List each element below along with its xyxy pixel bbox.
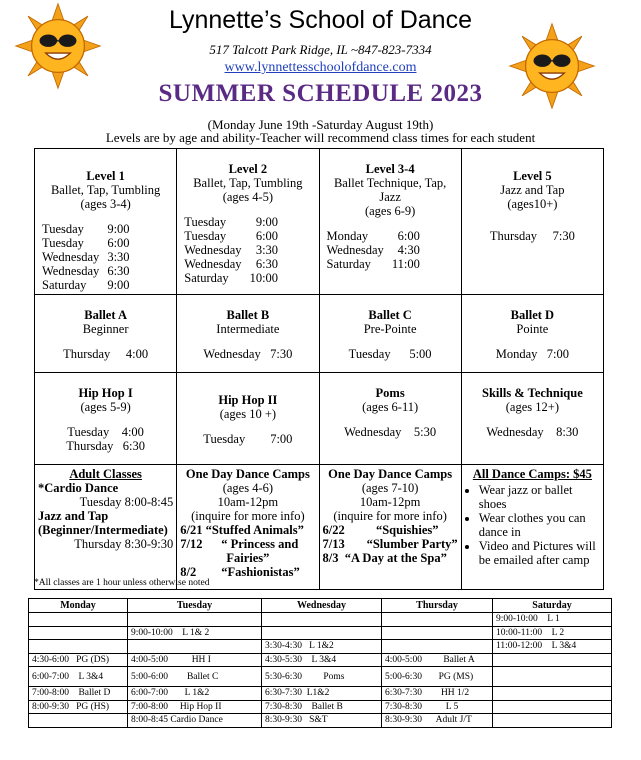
class-cell-ballet-a bbox=[35, 295, 177, 373]
table-cell: 9:00-10:00 L 1& 2 bbox=[128, 626, 262, 640]
time-list bbox=[180, 215, 315, 285]
class-desc: Pre-Pointe bbox=[363, 322, 417, 336]
table-cell bbox=[262, 613, 382, 627]
table-cell: 7:30-8:30 Ballet B bbox=[262, 700, 382, 714]
table-cell: 6:00-7:00 L 1&2 bbox=[128, 687, 262, 701]
class-cell-skills-technique bbox=[461, 373, 603, 465]
time: 6:00 bbox=[397, 229, 420, 243]
class-ages: (ages 10 +) bbox=[219, 407, 277, 421]
class-cell-hip-hop-1 bbox=[35, 373, 177, 465]
camp-date: 6/22 “Squishies” bbox=[322, 523, 439, 537]
table-cell bbox=[29, 714, 128, 728]
day: Tuesday bbox=[184, 229, 227, 243]
class-cell-all-camps bbox=[461, 465, 603, 590]
camp-date: 6/21 “Stuffed Animals” bbox=[180, 523, 304, 537]
class-ages: (ages 6-11) bbox=[362, 400, 419, 414]
class-time: Wednesday 5:30 bbox=[344, 425, 437, 439]
time: 4:30 bbox=[397, 243, 420, 257]
class-cell-level-2 bbox=[177, 149, 319, 295]
day: Tuesday bbox=[42, 236, 84, 250]
class-ages: (ages 7-10) bbox=[361, 481, 419, 495]
table-cell: 6:00-7:00 L 3&4 bbox=[29, 667, 128, 687]
day: Wednesday bbox=[184, 257, 242, 271]
table-cell: 8:00-9:30 PG (HS) bbox=[29, 700, 128, 714]
table-row bbox=[29, 653, 612, 667]
table-cell: 11:00-12:00 L 3&4 bbox=[493, 640, 612, 654]
class-title: Hip Hop I bbox=[78, 386, 133, 400]
season-title: SUMMER SCHEDULE 2023 bbox=[158, 80, 483, 107]
table-cell: 8:00-8:45 Cardio Dance bbox=[128, 714, 262, 728]
class-time: 10am-12pm bbox=[217, 495, 279, 509]
table-row bbox=[29, 687, 612, 701]
class-time: Thursday 4:00 bbox=[63, 347, 149, 361]
day: Wednesday bbox=[42, 264, 100, 278]
class-title: Level 2 bbox=[228, 162, 268, 176]
class-time: Tuesday 5:00 bbox=[348, 347, 432, 361]
class-title: One Day Dance Camps bbox=[328, 467, 453, 481]
table-cell bbox=[493, 653, 612, 667]
class-cell-camp-ages-7-10 bbox=[319, 465, 461, 590]
table-cell bbox=[262, 626, 382, 640]
class-ages: (ages 12+) bbox=[505, 400, 559, 414]
table-cell: 5:00-6:30 PG (MS) bbox=[382, 667, 493, 687]
class-ages: (ages 6-9) bbox=[364, 204, 416, 218]
season-dates: (Monday June 19th -Saturday August 19th) bbox=[207, 117, 434, 132]
table-cell bbox=[128, 613, 262, 627]
class-cell-hip-hop-2 bbox=[177, 373, 319, 465]
table-cell bbox=[382, 626, 493, 640]
levels-note: Levels are by age and ability-Teacher will recommend class times for each student bbox=[105, 130, 536, 145]
table-row bbox=[29, 714, 612, 728]
class-time: Monday 7:00 bbox=[495, 347, 569, 361]
time: 6:00 bbox=[107, 236, 130, 250]
table-cell bbox=[493, 667, 612, 687]
class-cell-adult bbox=[35, 465, 177, 590]
day: Saturday bbox=[326, 257, 371, 271]
day: Saturday bbox=[184, 271, 229, 285]
table-cell: 7:00-8:00 Hip Hop II bbox=[128, 700, 262, 714]
class-time: Thursday 7:30 bbox=[489, 229, 575, 243]
class-name: *Cardio Dance bbox=[38, 481, 119, 495]
table-cell: 8:30-9:30 Adult J/T bbox=[382, 714, 493, 728]
table-cell: 4:00-5:00 HH I bbox=[128, 653, 262, 667]
camp-date: 8/3 “A Day at the Spa” bbox=[322, 551, 447, 565]
table-cell: 10:00-11:00 L 2 bbox=[493, 626, 612, 640]
time: 6:30 bbox=[107, 264, 130, 278]
class-time: Tuesday 4:00 bbox=[67, 425, 144, 439]
table-cell: 3:30-4:30 L 1&2 bbox=[262, 640, 382, 654]
day: Tuesday bbox=[42, 222, 84, 236]
camp-date: Fairies” bbox=[226, 551, 270, 565]
day: Wednesday bbox=[326, 243, 384, 257]
class-desc: Jazz bbox=[379, 190, 401, 204]
class-cell-ballet-c bbox=[319, 295, 461, 373]
class-note: (inquire for more info) bbox=[191, 509, 305, 523]
class-cell-poms bbox=[319, 373, 461, 465]
table-cell bbox=[493, 687, 612, 701]
class-name: Jazz and Tap bbox=[38, 509, 109, 523]
list-item: • Video and Pictures will be emailed after camp bbox=[479, 539, 600, 567]
class-cell-level-1 bbox=[35, 149, 177, 295]
time: 9:00 bbox=[255, 215, 279, 229]
class-desc: Beginner bbox=[82, 322, 129, 336]
table-cell: 7:00-8:00 Ballet D bbox=[29, 687, 128, 701]
table-row bbox=[29, 640, 612, 654]
class-title: Hip Hop II bbox=[218, 393, 278, 407]
column-header: Monday bbox=[29, 599, 128, 613]
table-cell: 9:00-10:00 L 1 bbox=[493, 613, 612, 627]
class-title: Ballet D bbox=[510, 308, 555, 322]
time: 6:30 bbox=[255, 257, 279, 271]
class-desc: Ballet, Tap, Tumbling bbox=[193, 176, 303, 190]
table-row bbox=[29, 667, 612, 687]
class-time: 10am-12pm bbox=[359, 495, 421, 509]
time: 6:00 bbox=[255, 229, 279, 243]
weekly-schedule-table bbox=[28, 598, 612, 728]
time: 10:00 bbox=[249, 271, 279, 285]
time: 3:30 bbox=[107, 250, 130, 264]
class-ages: (ages 3-4) bbox=[80, 197, 131, 211]
day: Tuesday bbox=[184, 215, 227, 229]
day: Wednesday bbox=[42, 250, 100, 264]
table-cell bbox=[493, 714, 612, 728]
camp-date: 7/13 “Slumber Party” bbox=[322, 537, 458, 551]
table-cell: 4:30-6:00 PG (DS) bbox=[29, 653, 128, 667]
class-ages: (ages 4-5) bbox=[222, 190, 274, 204]
website-link[interactable]: www.lynnettesschoolofdance.com bbox=[224, 60, 417, 75]
class-title: Ballet B bbox=[226, 308, 270, 322]
column-header: Saturday bbox=[493, 599, 612, 613]
table-cell: 6:30-7:30 HH 1/2 bbox=[382, 687, 493, 701]
table-cell bbox=[128, 640, 262, 654]
footnote: *All classes are 1 hour unless otherwise noted bbox=[34, 578, 210, 588]
table-cell bbox=[29, 626, 128, 640]
table-cell bbox=[382, 640, 493, 654]
class-level: (Beginner/Intermediate) bbox=[38, 523, 168, 537]
table-header-row bbox=[29, 599, 612, 613]
class-title: Ballet C bbox=[368, 308, 412, 322]
column-header: Wednesday bbox=[262, 599, 382, 613]
class-title: All Dance Camps: $45 bbox=[472, 467, 592, 481]
time: 11:00 bbox=[391, 257, 420, 271]
class-ages: (ages 4-6) bbox=[222, 481, 274, 495]
class-desc: Pointe bbox=[516, 322, 549, 336]
day: Saturday bbox=[42, 278, 87, 292]
class-title: One Day Dance Camps bbox=[185, 467, 310, 481]
school-title: Lynnette’s School of Dance bbox=[169, 6, 472, 34]
table-row bbox=[29, 626, 612, 640]
table-cell bbox=[382, 613, 493, 627]
class-time: Tuesday 8:00-8:45 bbox=[79, 495, 174, 509]
time-list bbox=[323, 229, 458, 271]
column-header: Tuesday bbox=[128, 599, 262, 613]
class-time: Thursday 8:30-9:30 bbox=[74, 537, 174, 551]
table-cell: 8:30-9:30 S&T bbox=[262, 714, 382, 728]
class-title: Adult Classes bbox=[69, 467, 142, 481]
column-header: Thursday bbox=[382, 599, 493, 613]
list-item: • Wear jazz or ballet shoes bbox=[479, 483, 600, 511]
class-note: (inquire for more info) bbox=[333, 509, 447, 523]
table-cell: 7:30-8:30 L 5 bbox=[382, 700, 493, 714]
class-title: Skills & Technique bbox=[482, 386, 583, 400]
class-desc: Intermediate bbox=[216, 322, 280, 336]
class-desc: Jazz and Tap bbox=[500, 183, 565, 197]
class-time: Thursday 6:30 bbox=[66, 439, 146, 453]
time: 9:00 bbox=[107, 222, 130, 236]
list-item: • Wear clothes you can dance in bbox=[479, 511, 600, 539]
class-desc: Ballet, Tap, Tumbling bbox=[50, 183, 161, 197]
class-desc: Ballet Technique, Tap, bbox=[333, 176, 447, 190]
table-cell: 4:30-5:30 L 3&4 bbox=[262, 653, 382, 667]
class-time: Wednesday 7:30 bbox=[203, 347, 293, 361]
class-time: Wednesday 8:30 bbox=[486, 425, 579, 439]
table-cell: 4:00-5:00 Ballet A bbox=[382, 653, 493, 667]
class-cell-ballet-b bbox=[177, 295, 319, 373]
school-address: 517 Talcott Park Ridge, IL ~847-823-7334 bbox=[209, 42, 432, 57]
table-cell: 5:00-6:00 Ballet C bbox=[128, 667, 262, 687]
class-time: Tuesday 7:00 bbox=[203, 432, 293, 446]
class-grid bbox=[34, 148, 604, 590]
class-title: Ballet A bbox=[84, 308, 127, 322]
class-title: Poms bbox=[375, 386, 405, 400]
time-list bbox=[38, 222, 173, 292]
camp-date: 8/2 “Fashionistas” bbox=[180, 565, 300, 579]
class-cell-level-3-4 bbox=[319, 149, 461, 295]
table-row bbox=[29, 700, 612, 714]
day: Wednesday bbox=[184, 243, 242, 257]
day: Monday bbox=[326, 229, 369, 243]
camp-info-list bbox=[465, 483, 600, 567]
class-title: Level 1 bbox=[86, 169, 125, 183]
class-ages: (ages10+) bbox=[507, 197, 558, 211]
table-row bbox=[29, 613, 612, 627]
time: 9:00 bbox=[107, 278, 130, 292]
class-cell-level-5 bbox=[461, 149, 603, 295]
class-ages: (ages 5-9) bbox=[80, 400, 131, 414]
class-cell-camp-ages-4-6 bbox=[177, 465, 319, 590]
class-cell-ballet-d bbox=[461, 295, 603, 373]
camp-date: 7/12 “ Princess and bbox=[180, 537, 299, 551]
table-cell bbox=[29, 613, 128, 627]
table-cell: 5:30-6:30 Poms bbox=[262, 667, 382, 687]
class-title: Level 5 bbox=[513, 169, 552, 183]
time: 3:30 bbox=[255, 243, 279, 257]
table-cell: 6:30-7:30 L1&2 bbox=[262, 687, 382, 701]
class-title: Level 3-4 bbox=[365, 162, 415, 176]
table-cell bbox=[29, 640, 128, 654]
table-cell bbox=[493, 700, 612, 714]
